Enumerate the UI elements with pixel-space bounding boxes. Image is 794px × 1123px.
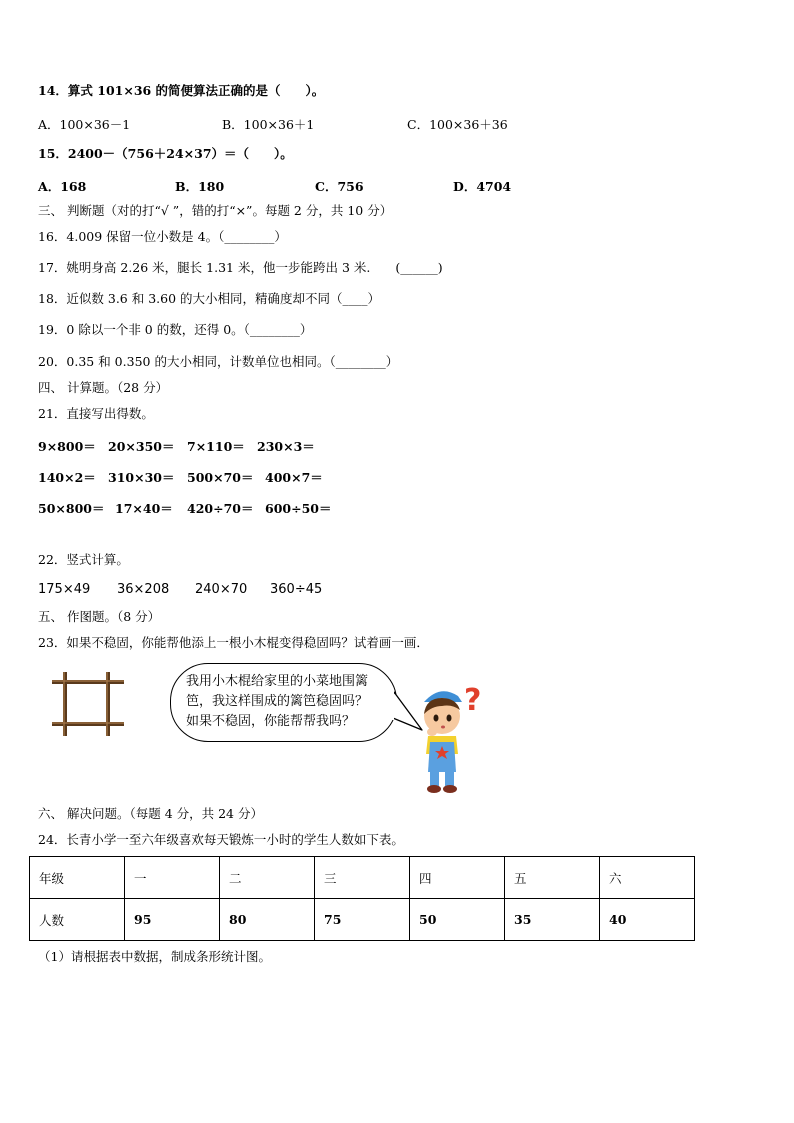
table-cell: 75 <box>315 899 410 941</box>
question-14: 14．算式 101×36 的简便算法正确的是（ ）。 <box>38 83 325 98</box>
table-cell: 三 <box>315 857 410 899</box>
table-cell: 50 <box>410 899 505 941</box>
calc-item: 140×2＝ <box>38 470 96 485</box>
question-22: 22．竖式计算。 <box>38 552 129 567</box>
question-16: 16．4.009 保留一位小数是 4。（________） <box>38 229 287 244</box>
vertical-calc-item: 360÷45 <box>270 582 323 597</box>
question-24: 24．长青小学一至六年级喜欢每天锻炼一小时的学生人数如下表。 <box>38 832 404 847</box>
section-5-heading: 五、 作图题。（8 分） <box>38 609 161 624</box>
calc-item: 310×30＝ <box>108 470 175 485</box>
q15-option-c: C．756 <box>315 179 364 194</box>
q14-option-a: A．100×36－1 <box>38 117 131 132</box>
svg-text:?: ? <box>464 683 482 718</box>
table-cell: 40 <box>600 899 695 941</box>
q15-option-a: A．168 <box>38 179 87 194</box>
table-cell: 年级 <box>30 857 125 899</box>
table-cell: 五 <box>505 857 600 899</box>
student-count-table <box>29 856 695 941</box>
calc-item: 230×3＝ <box>257 439 315 454</box>
question-19: 19．0 除以一个非 0 的数，还得 0。（________） <box>38 322 313 337</box>
table-cell: 六 <box>600 857 695 899</box>
bubble-line: 如果不稳固，你能帮帮我吗？ <box>186 714 356 729</box>
calc-item: 420÷70＝ <box>187 501 254 516</box>
calc-item: 20×350＝ <box>108 439 175 454</box>
vertical-calc-item: 175×49 <box>38 582 91 597</box>
speech-bubble <box>170 663 397 742</box>
question-17: 17．姚明身高 2.26 米，腿长 1.31 米，他一步能跨出 3 米. (______) <box>38 260 443 275</box>
vertical-calc-item: 240×70 <box>195 582 248 597</box>
table-cell: 二 <box>220 857 315 899</box>
table-row <box>30 899 695 941</box>
q15-option-d: D．4704 <box>453 179 512 194</box>
bubble-line: 笆，我这样围成的篱笆稳固吗？ <box>186 694 369 709</box>
wooden-stick-frame-figure <box>52 672 124 736</box>
table-cell: 80 <box>220 899 315 941</box>
q15-option-b: B．180 <box>175 179 225 194</box>
q14-option-c: C．100×36＋36 <box>407 117 508 132</box>
table-cell: 四 <box>410 857 505 899</box>
calc-item: 400×7＝ <box>265 470 323 485</box>
question-15: 15．2400－（756＋24×37）＝（ ）。 <box>38 146 293 161</box>
q14-option-b: B．100×36＋1 <box>222 117 315 132</box>
boy-character-icon <box>412 680 492 796</box>
table-row <box>30 857 695 899</box>
question-24-sub-1: （1）请根据表中数据，制成条形统计图。 <box>38 949 271 964</box>
table-cell: 人数 <box>30 899 125 941</box>
calc-item: 7×110＝ <box>187 439 245 454</box>
table-cell: 35 <box>505 899 600 941</box>
calc-item: 50×800＝ <box>38 501 105 516</box>
question-18: 18．近似数 3.6 和 3.60 的大小相同，精确度却不同（____） <box>38 291 381 306</box>
table-cell: 一 <box>125 857 220 899</box>
calc-item: 500×70＝ <box>187 470 254 485</box>
section-3-heading: 三、 判断题（对的打“√ ”，错的打“×”。每题 2 分，共 10 分） <box>38 203 393 218</box>
section-6-heading: 六、 解决问题。（每题 4 分，共 24 分） <box>38 806 263 821</box>
bubble-line: 我用小木棍给家里的小菜地围篱 <box>186 674 369 689</box>
question-20: 20．0.35 和 0.350 的大小相同，计数单位也相同。（________） <box>38 354 399 369</box>
question-23: 23．如果不稳固，你能帮他添上一根小木棍变得稳固吗？试着画一画． <box>38 635 429 650</box>
vertical-calc-item: 36×208 <box>117 582 170 597</box>
calc-item: 600÷50＝ <box>265 501 332 516</box>
section-4-heading: 四、 计算题。（28 分） <box>38 380 169 395</box>
question-21: 21．直接写出得数。 <box>38 406 154 421</box>
table-cell: 95 <box>125 899 220 941</box>
calc-item: 17×40＝ <box>115 501 173 516</box>
calc-item: 9×800＝ <box>38 439 96 454</box>
